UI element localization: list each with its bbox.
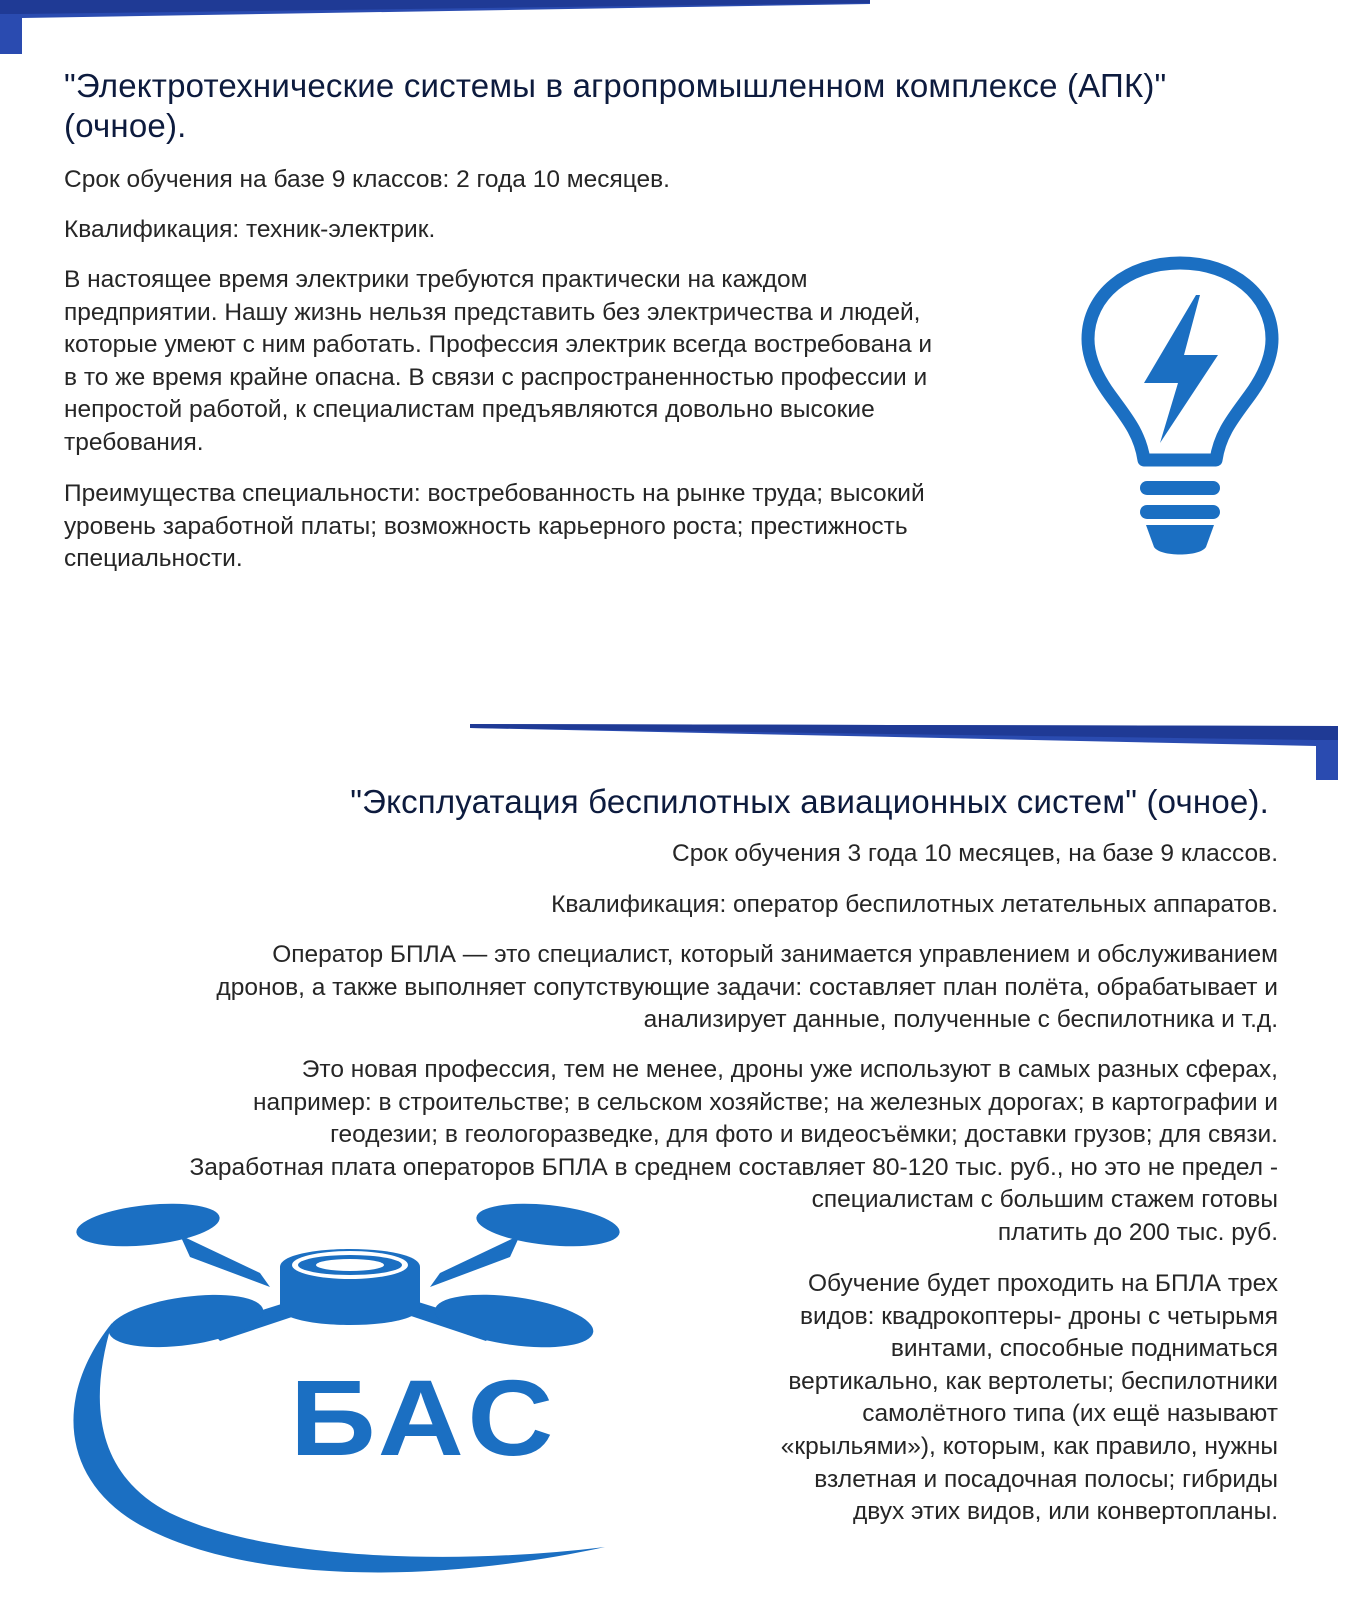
section1-advantages-line: уровень заработной платы; возможность карьерного роста; престижность (64, 512, 908, 540)
section1-advantages-line: специальности. (64, 545, 243, 573)
section1-description-line: требования. (64, 428, 204, 456)
section2-spheres-line: специалистам с большим стажем готовы (811, 1186, 1278, 1214)
section2-training-line: взлетная и посадочная полосы; гибриды (814, 1465, 1278, 1493)
section1-description-line: В настоящее время электрики требуются практически на каждом (64, 266, 808, 293)
section2-training (781, 1268, 1278, 1529)
section1-qualification: Квалификация: техник-электрик. (64, 216, 436, 243)
section1-title-line: "Электротехнические системы в агропромышленном комплексе (АПК)" (64, 67, 1167, 104)
middle-decorative-bar (466, 718, 1370, 782)
section1-title-line: (очное). (64, 107, 187, 144)
section2-title: "Эксплуатация беспилотных авиационных систем" (очное). (350, 783, 1269, 820)
logo-text: БАС (290, 1357, 560, 1478)
section2-spheres-line: платить до 200 тыс. руб. (997, 1218, 1278, 1246)
section1-duration: Срок обучения на базе 9 классов: 2 года 10 месяцев. (64, 166, 670, 193)
section1-description (64, 264, 932, 460)
section1-advantages (64, 478, 925, 576)
section2-training-line: видов: квадрокоптеры- дроны с четырьмя (799, 1302, 1278, 1330)
section1-description-line: которые умеют с ним работать. Профессия электрик всегда востребована и (64, 331, 933, 359)
section1-description-line: в то же время крайне опасна. В связи с распространенностью профессии и (64, 363, 928, 391)
section2-training-line: двух этих видов, или конвертопланы. (852, 1498, 1278, 1526)
section1-title (64, 66, 1166, 146)
drone-logo-icon (60, 1195, 640, 1600)
section2-spheres-line: геодезии; в геологоразведке, для фото и видеосъёмки; доставки грузов; для связи. (330, 1121, 1278, 1149)
section2-training-line: винтами, способные подниматься (890, 1335, 1278, 1363)
section1-advantages-line: Преимущества специальности: востребованность на рынке труда; высокий (64, 480, 925, 507)
section2-description-line: дронов, а также выполняет сопутствующие задачи: составляет план полёта, обрабатывает и (216, 973, 1278, 1001)
section2-training-line: Обучение будет проходить на БПЛА трех (807, 1270, 1278, 1297)
section2-duration: Срок обучения 3 года 10 месяцев, на базе 9 классов. (672, 840, 1278, 867)
section2-training-line: вертикально, как вертолеты; беспилотники (788, 1367, 1278, 1395)
section2-description (216, 939, 1278, 1037)
section2-qualification: Квалификация: оператор беспилотных летательных аппаратов. (551, 891, 1278, 918)
section2-description-line: анализирует данные, полученные с беспилотника и т.д. (643, 1006, 1278, 1034)
lightbulb-bolt-icon (1080, 255, 1280, 565)
section2-training-line: самолётного типа (их ещё называют (862, 1400, 1278, 1428)
section2-training-line: «крыльями»), которым, как правило, нужны (780, 1432, 1278, 1460)
section1-description-line: предприятии. Нашу жизнь нельзя представить без электричества и людей, (64, 298, 921, 326)
section2-spheres-line: Заработная плата операторов БПЛА в среднем составляет 80-120 тыс. руб., но это не предел - (189, 1153, 1278, 1181)
section1-description-line: непростой работой, к специалистам предъявляются довольно высокие (64, 396, 875, 424)
section2-spheres-line: Это новая профессия, тем не менее, дроны уже используют в самых разных сферах, (301, 1056, 1278, 1083)
section2-spheres-line: например: в строительстве; в сельском хозяйстве; на железных дорогах; в картографии и (253, 1088, 1278, 1116)
section2-description-line: Оператор БПЛА — это специалист, который занимается управлением и обслуживанием (272, 941, 1278, 968)
top-decorative-bar (0, 0, 880, 60)
